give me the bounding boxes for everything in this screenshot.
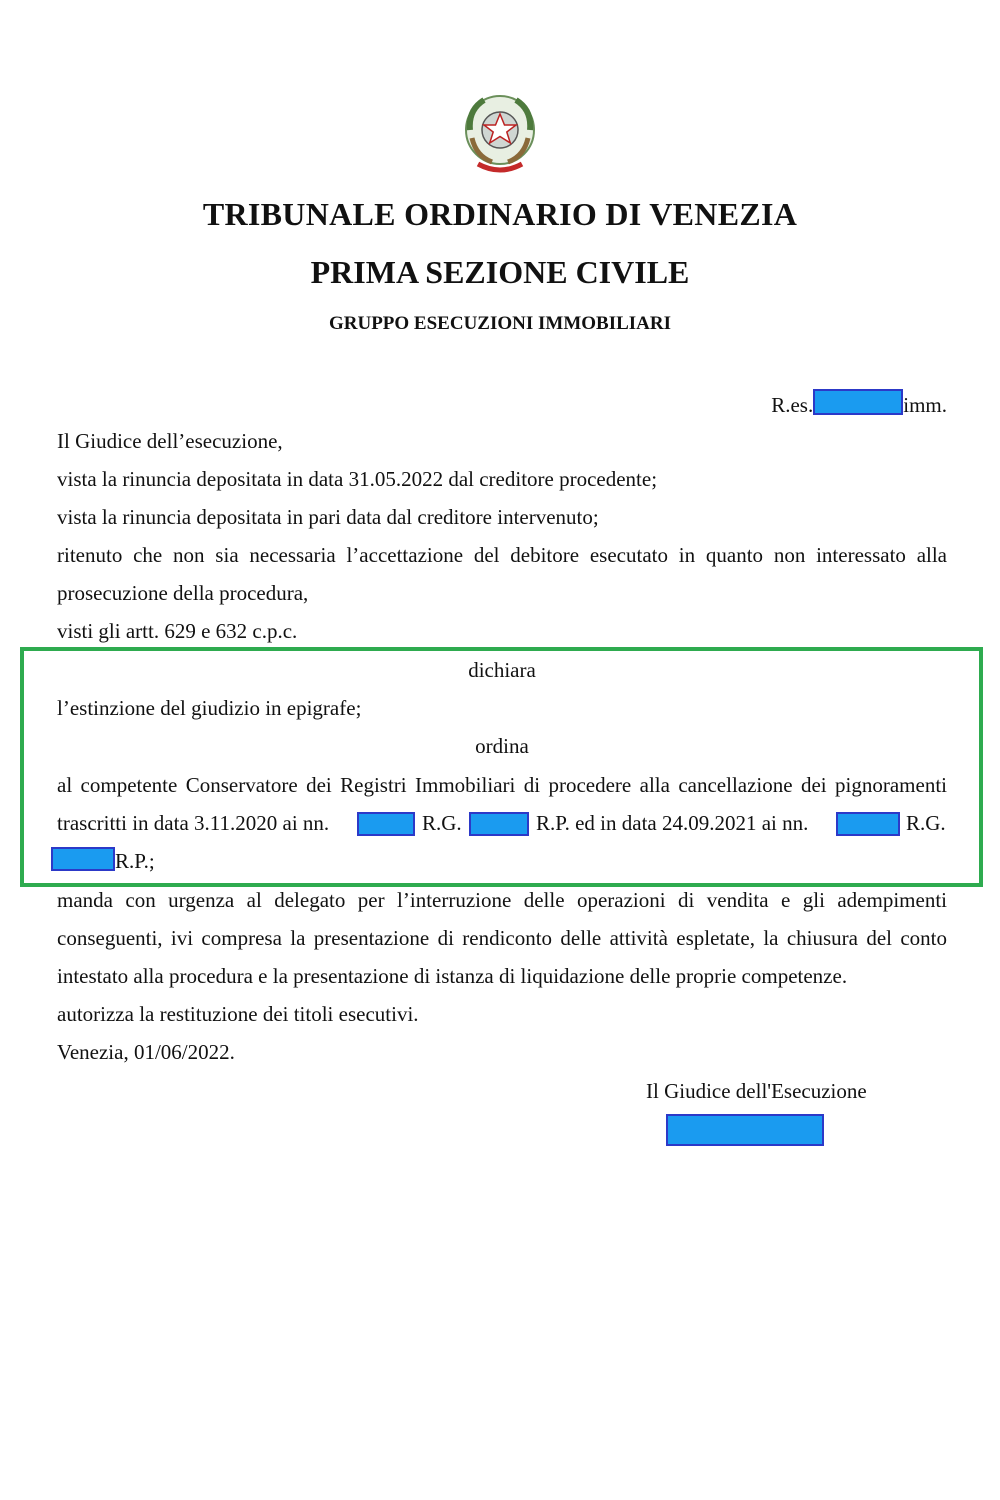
redaction-box xyxy=(836,812,900,836)
transcription-text: R.P. ed in data 24.09.2021 ai nn. xyxy=(536,811,809,835)
section-title: PRIMA SEZIONE CIVILE xyxy=(310,254,690,290)
redaction-box xyxy=(469,812,529,836)
redaction-box xyxy=(357,812,415,836)
paragraph-line: vista la rinuncia depositata in data 31.05.2022 dal creditore procedente; xyxy=(57,467,658,491)
paragraph-line: intestato alla procedura e la presentazione di istanza di liquidazione delle proprie competenze. xyxy=(57,964,848,988)
paragraph-line: l’estinzione del giudizio in epigrafe; xyxy=(57,696,362,720)
paragraph-line: autorizza la restituzione dei titoli esecutivi. xyxy=(57,1002,419,1026)
transcription-text: trascritti in data 3.11.2020 ai nn. xyxy=(57,811,330,835)
rp-line xyxy=(51,847,941,875)
court-title: TRIBUNALE ORDINARIO DI VENEZIA xyxy=(202,196,798,232)
reference-line xyxy=(0,389,947,419)
emblem-icon xyxy=(460,90,540,176)
judge-line: Il Giudice dell’esecuzione, xyxy=(57,429,283,453)
paragraph-line: prosecuzione della procedura, xyxy=(57,581,309,605)
rp-label: R.P.; xyxy=(115,849,155,873)
paragraph-line: manda con urgenza al delegato per l’interruzione delle operazioni di vendita e gli adempimenti xyxy=(57,888,947,912)
paragraph-line: ritenuto che non sia necessaria l’accettazione del debitore esecutato in quanto non interessato alla xyxy=(57,543,947,567)
paragraph-line: conseguenti, ivi compresa la presentazione di rendiconto delle attività espletate, la chiusura del conto xyxy=(57,926,947,950)
rg-label: R.G. xyxy=(906,811,946,835)
paragraph-line: vista la rinuncia depositata in pari data dal creditore intervenuto; xyxy=(57,505,599,529)
redaction-box xyxy=(813,389,903,415)
rg-label: R.G. xyxy=(422,811,462,835)
reference-suffix: imm. xyxy=(903,393,947,417)
paragraph-line: al competente Conservatore dei Registri Immobiliari di procedere alla cancellazione dei pignoramenti xyxy=(57,773,947,797)
date-line: Venezia, 01/06/2022. xyxy=(57,1040,235,1064)
ordina-heading: ordina xyxy=(475,734,529,758)
paragraph-line: visti gli artt. 629 e 632 c.p.c. xyxy=(57,619,298,643)
signature-title: Il Giudice dell'Esecuzione xyxy=(646,1079,867,1103)
redaction-box xyxy=(51,847,115,871)
signature-redaction xyxy=(666,1114,824,1146)
reference-prefix: R.es. xyxy=(771,393,814,417)
dichiara-heading: dichiara xyxy=(468,658,536,682)
group-title: GRUPPO ESECUZIONI IMMOBILIARI xyxy=(328,313,672,334)
